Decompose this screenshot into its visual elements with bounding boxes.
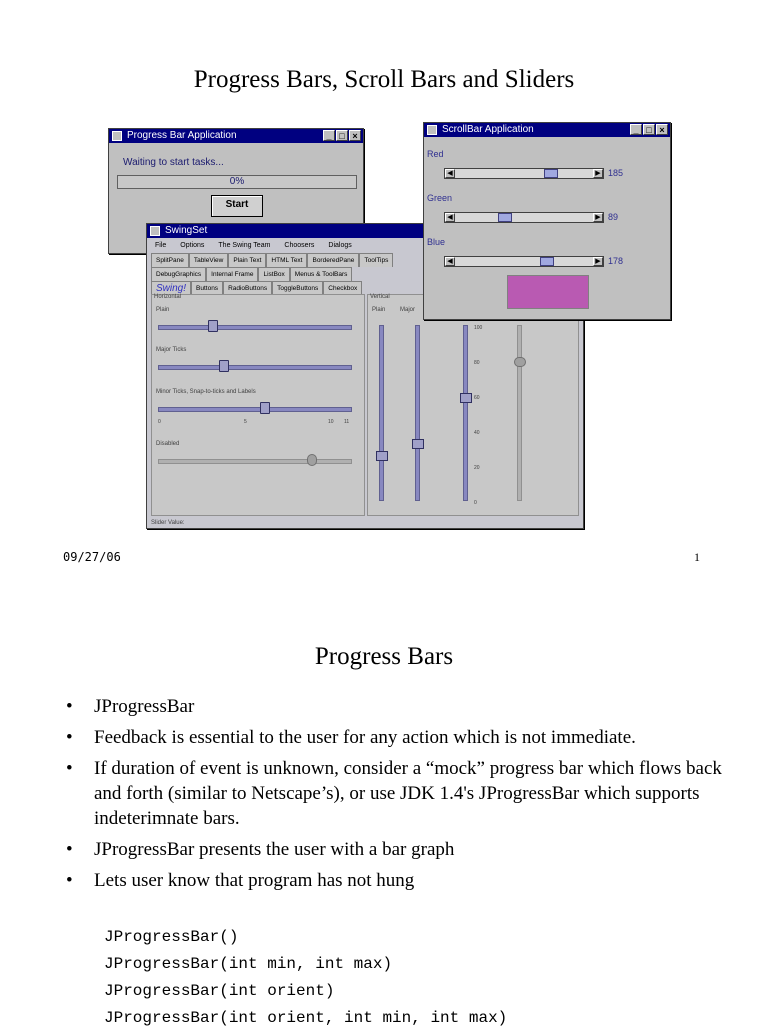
tab[interactable]: TableView <box>189 253 229 267</box>
minimize-icon[interactable]: _ <box>630 124 642 135</box>
code-line: JProgressBar(int min, int max) <box>104 955 393 973</box>
scrollbar-value: 178 <box>608 256 624 266</box>
bullet-dot-icon: • <box>66 870 73 891</box>
tab[interactable]: ToolTips <box>359 253 393 267</box>
tick-label: 10 <box>328 419 334 425</box>
footer-page-number: 1 <box>694 550 700 564</box>
tab[interactable]: Internal Frame <box>206 267 258 281</box>
scrollbar-label: Red <box>427 149 444 159</box>
vertical-tick-label: 20 <box>474 465 480 471</box>
slider-group-label: Minor Ticks, Snap-to-ticks and Labels <box>156 389 256 395</box>
menu-item[interactable]: Dialogs <box>328 242 352 249</box>
menu-item[interactable]: Options <box>180 242 205 249</box>
progress-status-text: Waiting to start tasks... <box>123 157 224 168</box>
start-button[interactable]: Start <box>211 195 263 217</box>
slider-group-label: Plain <box>156 307 170 313</box>
vertical-tick-label: 40 <box>474 430 480 436</box>
vertical-slider-major[interactable] <box>410 325 424 501</box>
slider-thumb[interactable] <box>219 360 229 372</box>
slider-value-label: Slider Value: <box>151 520 185 526</box>
horizontal-slider[interactable] <box>158 359 352 373</box>
slider-group-label: Major Ticks <box>156 347 187 353</box>
tick-label: 0 <box>158 419 161 425</box>
scrollbar-window-title: ScrollBar Application <box>442 124 534 135</box>
tab[interactable]: SplitPane <box>151 253 189 267</box>
slider-thumb <box>307 454 317 466</box>
scroll-right-arrow-icon[interactable]: ▶ <box>593 257 603 266</box>
bullet-dot-icon: • <box>66 696 73 717</box>
java-cup-icon <box>112 131 122 141</box>
slider-thumb[interactable] <box>260 402 270 414</box>
slider-thumb <box>514 357 526 367</box>
vertical-tick-label: 0 <box>474 500 477 506</box>
bullet-text: Feedback is essential to the user for any action which is not immediate. <box>94 727 636 748</box>
tab[interactable]: HTML Text <box>266 253 307 267</box>
scroll-right-arrow-icon[interactable]: ▶ <box>593 213 603 222</box>
footer-date: 09/27/06 <box>63 550 121 564</box>
progress-percent-label: 0% <box>229 176 245 187</box>
code-line: JProgressBar(int orient, int min, int max) <box>104 1009 508 1027</box>
bullet-text: If duration of event is unknown, consider a “mock” progress bar which flows back and forth (similar to Netscape’s), or use JDK 1.4's JProgressBar which supports indeterimnate bars. <box>94 758 722 829</box>
vertical-label: Vertical <box>370 294 390 300</box>
swingset-title: SwingSet <box>165 225 208 236</box>
scrollbar[interactable] <box>444 256 604 267</box>
tick-label: 11 <box>344 419 350 425</box>
scrollbar-thumb[interactable] <box>498 213 512 222</box>
java-cup-icon <box>427 125 437 135</box>
slider-thumb[interactable] <box>376 451 388 461</box>
tab[interactable]: Buttons <box>191 281 223 295</box>
tab[interactable]: RadioButtons <box>223 281 272 295</box>
scrollbar-value: 89 <box>608 212 619 222</box>
menu-item[interactable]: File <box>155 242 167 249</box>
horizontal-label: Horizontal <box>154 294 182 300</box>
menu-item[interactable]: The Swing Team <box>218 242 271 249</box>
slider-thumb[interactable] <box>208 320 218 332</box>
tick-label: 5 <box>244 419 247 425</box>
scrollbar-window <box>423 122 671 320</box>
scrollbar-value: 185 <box>608 168 624 178</box>
horizontal-slider <box>158 453 352 467</box>
bullet-dot-icon: • <box>66 758 73 779</box>
slide-title-2: Progress Bars <box>314 643 454 670</box>
vertical-tick-label: 80 <box>474 360 480 366</box>
tab[interactable]: DebugGraphics <box>151 267 206 281</box>
scrollbar-thumb[interactable] <box>540 257 554 266</box>
tab[interactable]: Checkbox <box>323 281 362 295</box>
close-icon[interactable]: × <box>656 124 668 135</box>
tab[interactable]: BorderedPane <box>307 253 359 267</box>
vertical-slider-labels[interactable] <box>458 325 472 501</box>
slider-thumb[interactable] <box>412 439 424 449</box>
bullet-text: JProgressBar presents the user with a bar graph <box>94 839 455 860</box>
bullet-text: JProgressBar <box>94 696 195 717</box>
bullet-text: Lets user know that program has not hung <box>94 870 415 891</box>
horizontal-slider[interactable] <box>158 401 352 415</box>
vertical-slider-panel <box>367 294 579 516</box>
slider-group-label: Disabled <box>156 441 180 447</box>
vertical-tick-label: 60 <box>474 395 480 401</box>
bullet-item <box>66 837 746 862</box>
horizontal-slider-panel <box>151 294 365 516</box>
tab[interactable]: Swing! <box>151 281 191 295</box>
menu-item[interactable]: Choosers <box>284 242 315 249</box>
vertical-tick-label: 100 <box>474 325 483 331</box>
scrollbar[interactable] <box>444 168 604 179</box>
code-line: JProgressBar() <box>104 928 239 946</box>
tab[interactable]: Plain Text <box>228 253 266 267</box>
bullet-item <box>66 725 746 750</box>
close-icon[interactable]: × <box>349 130 361 141</box>
minimize-icon[interactable]: _ <box>323 130 335 141</box>
bullet-item <box>66 756 746 831</box>
bullet-dot-icon: • <box>66 839 73 860</box>
scroll-left-arrow-icon[interactable]: ◀ <box>445 169 455 178</box>
maximize-icon[interactable]: □ <box>336 130 348 141</box>
code-line: JProgressBar(int orient) <box>104 982 335 1000</box>
slider-thumb[interactable] <box>460 393 472 403</box>
bullet-dot-icon: • <box>66 727 73 748</box>
color-swatch <box>507 275 589 309</box>
scroll-left-arrow-icon[interactable]: ◀ <box>445 213 455 222</box>
tab[interactable]: Menus & ToolBars <box>290 267 353 281</box>
scrollbar-label: Green <box>427 193 453 203</box>
scrollbar[interactable] <box>444 212 604 223</box>
bullet-list <box>66 694 746 899</box>
tab[interactable]: ToggleButtons <box>272 281 323 295</box>
progress-bar <box>117 175 357 189</box>
scroll-left-arrow-icon[interactable]: ◀ <box>445 257 455 266</box>
maximize-icon[interactable]: □ <box>643 124 655 135</box>
bullet-item <box>66 694 746 719</box>
vertical-plain-label: Plain <box>372 307 386 313</box>
scrollbar-titlebar[interactable] <box>424 123 670 137</box>
vertical-slider-disabled <box>512 325 526 501</box>
vertical-major-label: Major <box>400 307 416 313</box>
vertical-slider-plain[interactable] <box>374 325 388 501</box>
slide-title: Progress Bars, Scroll Bars and Sliders <box>193 66 575 93</box>
tab[interactable]: ListBox <box>258 267 289 281</box>
bullet-item <box>66 868 746 893</box>
scroll-right-arrow-icon[interactable]: ▶ <box>593 169 603 178</box>
progress-window-titlebar[interactable] <box>109 129 363 143</box>
horizontal-slider[interactable] <box>158 319 352 333</box>
scrollbar-thumb[interactable] <box>544 169 558 178</box>
scrollbar-label: Blue <box>427 237 446 247</box>
progress-window-title: Progress Bar Application <box>127 130 237 141</box>
java-cup-icon <box>150 226 160 236</box>
